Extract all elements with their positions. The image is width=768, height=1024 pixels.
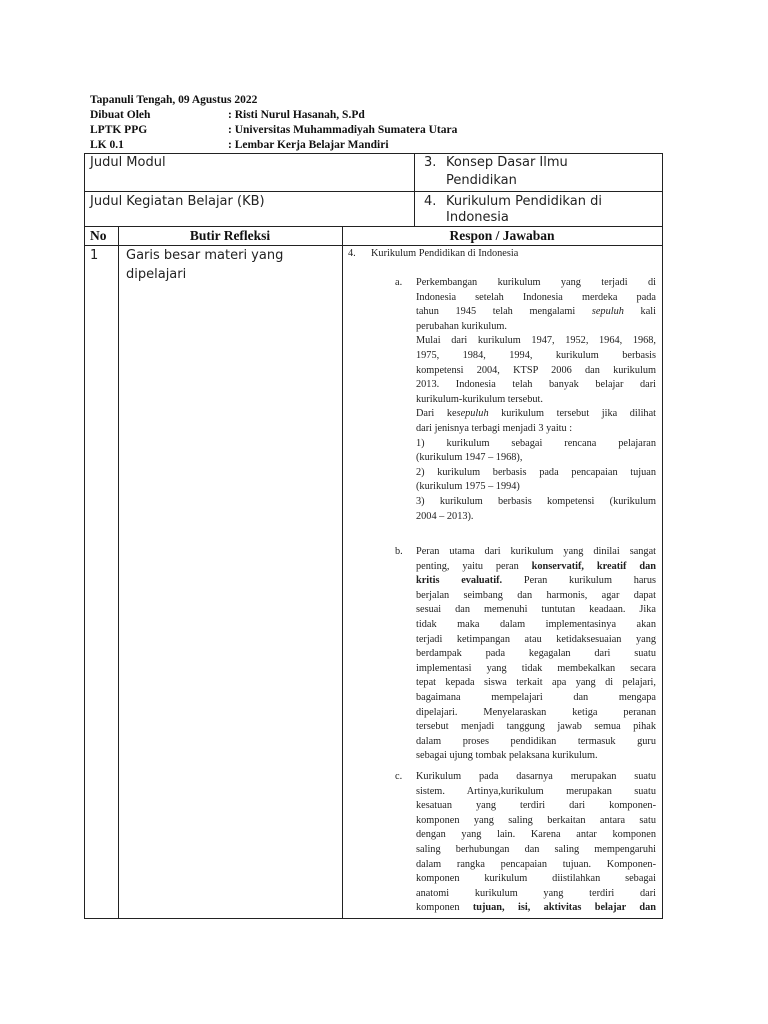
response-line: tepat kepada siswa terkait apa yang di pelajari, — [416, 677, 656, 689]
response-line: kompetensi 2004, KTSP 2006 dan kurikulum — [416, 364, 656, 376]
response-line: 3) kurikulum berbasis kompetensi (kurikulum — [416, 495, 656, 507]
header-row-lk — [90, 138, 389, 153]
response-line: penting, yaitu peran konservatif, kreatif dan — [416, 560, 656, 572]
response-line: (kurikulum 1947 – 1968), — [416, 452, 523, 464]
response-item-a — [395, 276, 656, 524]
header-row-author — [90, 108, 365, 123]
response-line: dalam proses pendidikan termasuk guru — [416, 735, 656, 747]
header-value: : Universitas Muhammadiyah Sumatera Utara — [228, 124, 458, 136]
response-line: sistem. Artinya,kurikulum merupakan suatu — [416, 785, 656, 797]
grid-line — [84, 153, 663, 154]
response-line: Dari kesepuluh kurikulum tersebut jika dilihat — [416, 408, 656, 420]
judul-kb-value: Kurikulum Pendidikan di — [446, 194, 602, 209]
response-line: saling berhubungan dan saling mempengaruhi — [416, 843, 656, 855]
grid-line — [84, 918, 663, 919]
response-line: Indonesia setelah Indonesia merdeka pada — [416, 291, 656, 303]
response-line: implementasi yang tidak membekalkan secara — [416, 662, 656, 674]
list-marker: a. — [395, 277, 403, 288]
response-line: 2) kurikulum berbasis pada pencapaian tujuan — [416, 466, 656, 478]
response-line: komponen kurikulum diistilahkan sebagai — [416, 873, 656, 885]
butir-refleksi: Garis besar materi yang — [126, 248, 284, 263]
grid-line — [84, 226, 663, 227]
response-item-b — [395, 545, 656, 764]
response-line: anatomi kurikulum yang terdiri dari — [416, 887, 656, 899]
header-label: LPTK PPG — [90, 124, 148, 136]
response-line: perubahan kurikulum. — [416, 320, 507, 332]
response-line: kritis evaluatif. Peran kurikulum harus — [416, 575, 656, 587]
response-line: 1975, 1984, 1994, kurikulum berbasis — [416, 349, 656, 361]
response-line: berdampak pada kegagalan dari suatu — [416, 648, 656, 660]
grid-line — [342, 226, 343, 919]
header-label: Dibuat Oleh — [90, 109, 151, 121]
response-line: dipelajari. Menyelaraskan ketiga peranan — [416, 706, 656, 718]
judul-modul-number: 3. — [424, 155, 437, 170]
judul-kb-number: 4. — [424, 194, 437, 209]
grid-line — [118, 226, 119, 919]
response-line: Perkembangan kurikulum yang terjadi di — [416, 277, 656, 288]
response-line: dari jenisnya terbagi menjadi 3 yaitu : — [416, 422, 573, 434]
judul-modul-label: Judul Modul — [90, 155, 166, 170]
response-line: tidak maka dalam implementasinya akan — [416, 618, 656, 630]
response-line: Mulai dari kurikulum 1947, 1952, 1964, 1968, — [416, 335, 656, 347]
header-value: : Lembar Kerja Belajar Mandiri — [228, 139, 389, 151]
header-row-lptk — [90, 123, 457, 138]
place-date: Tapanuli Tengah, 09 Agustus 2022 — [90, 94, 258, 106]
response-item-c — [395, 770, 656, 916]
judul-modul-value: Konsep Dasar Ilmu — [446, 155, 568, 170]
response-line: tersebut menjadi tanggung jawab semua pihak — [416, 721, 656, 733]
response-line: sebagai ujung tombak pelaksana kurikulum. — [416, 750, 598, 762]
response-line: sesuai dan memenuhi tuntutan keadaan. Jika — [416, 604, 656, 616]
judul-kb-value: Indonesia — [446, 210, 509, 225]
header-label: LK 0.1 — [90, 139, 124, 151]
response-line: dengan yang lain. Karena antar komponen — [416, 829, 656, 841]
grid-line — [662, 153, 663, 919]
response-line: Kurikulum pada dasarnya merupakan suatu — [416, 771, 656, 782]
response-line: dalam rangka pencapaian tujuan. Komponen- — [416, 858, 656, 870]
judul-modul-value: Pendidikan — [446, 173, 517, 188]
response-line: kesatuan yang terdiri dari komponen- — [416, 800, 656, 812]
response-line: berjalan seimbang dan harmonis, agar dapat — [416, 589, 656, 601]
column-header-no: No — [90, 228, 107, 243]
response-line: terjadi ketimpangan atau ketidaksesuaian yang — [416, 633, 656, 645]
grid-line — [84, 191, 663, 192]
response-line: 2004 – 2013). — [416, 510, 474, 522]
response-line: Peran utama dari kurikulum yang dinilai sangat — [416, 546, 656, 557]
response-line: 2013. Indonesia telah banyak belajar dari — [416, 379, 656, 391]
grid-line — [84, 245, 663, 246]
section-title: Kurikulum Pendidikan di Indonesia — [371, 248, 519, 259]
response-line: 1) kurikulum sebagai rencana pelajaran — [416, 437, 656, 449]
column-header-respon: Respon / Jawaban — [449, 228, 555, 243]
judul-kb-label: Judul Kegiatan Belajar (KB) — [90, 194, 265, 209]
column-header-butir: Butir Refleksi — [189, 228, 271, 243]
response-line: tahun 1945 telah mengalami sepuluh kali — [416, 306, 656, 318]
grid-line — [84, 153, 85, 919]
list-marker: b. — [395, 546, 403, 557]
response-line: (kurikulum 1975 – 1994) — [416, 481, 520, 493]
list-marker: c. — [395, 771, 403, 782]
header-value: : Risti Nurul Hasanah, S.Pd — [228, 109, 365, 121]
response-line: komponen yang saling berkaitan antara satu — [416, 814, 656, 826]
response-line: bagaimana mempelajari dan mengapa — [416, 691, 656, 703]
grid-line — [414, 153, 415, 226]
response-line: komponen tujuan, isi, aktivitas belajar dan — [416, 902, 656, 914]
section-number: 4. — [348, 248, 356, 259]
response-line: kurikulum-kurikulum tersebut. — [416, 393, 543, 405]
row-number: 1 — [90, 248, 99, 263]
butir-refleksi: dipelajari — [126, 267, 187, 282]
